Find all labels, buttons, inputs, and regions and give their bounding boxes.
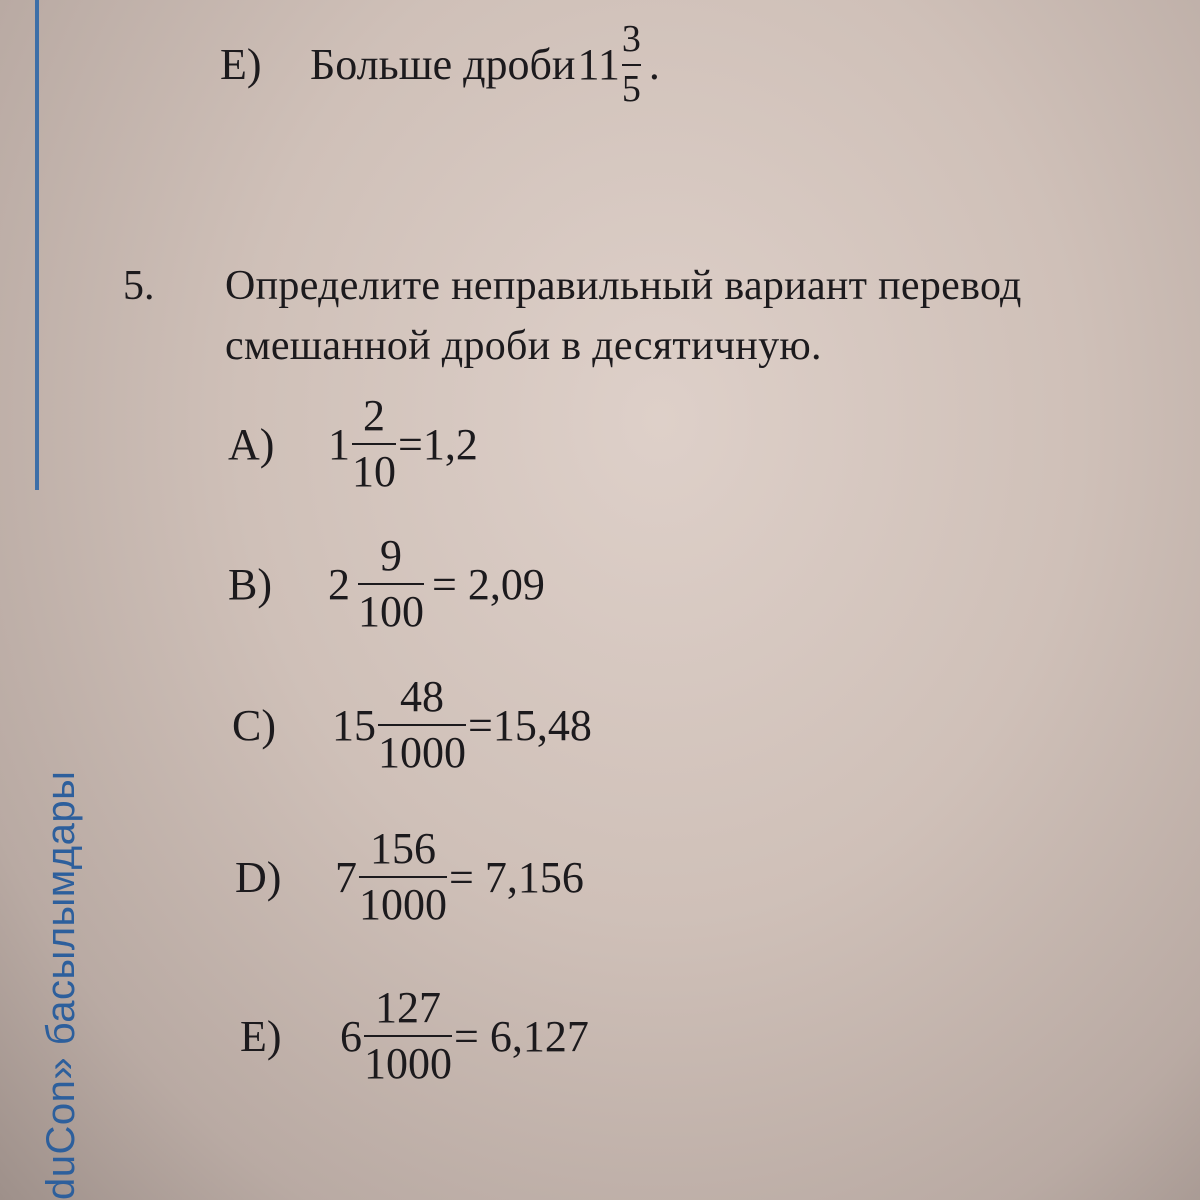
- decimal-result: = 2,09: [432, 559, 545, 609]
- fraction-numerator: 48: [400, 672, 444, 721]
- option-text: Больше дроби: [310, 40, 576, 90]
- option-label: E): [220, 40, 262, 90]
- option-a: [228, 393, 478, 495]
- option-label: A): [228, 419, 275, 469]
- fraction-whole: 15: [332, 700, 376, 750]
- fraction: [364, 985, 452, 1087]
- option-label: B): [228, 559, 272, 609]
- fraction-bar: [622, 64, 641, 66]
- margin-line: [35, 0, 39, 490]
- fraction-bar: [359, 876, 447, 878]
- fraction-denominator: 1000: [364, 1039, 452, 1089]
- fraction-whole: 7: [335, 852, 357, 902]
- decimal-result: =1,2: [398, 419, 478, 469]
- fraction-numerator: 2: [363, 391, 385, 440]
- fraction-denominator: 5: [621, 67, 641, 110]
- question-text-line-1: Определите неправильный вариант перевод: [225, 263, 1022, 309]
- question-number: 5.: [123, 263, 155, 309]
- decimal-result: = 6,127: [454, 1011, 589, 1061]
- question-text-line-2: смешанной дроби в десятичную.: [225, 323, 822, 369]
- fraction: [378, 674, 466, 776]
- decimal-result: = 7,156: [449, 852, 584, 902]
- option-label: D): [235, 852, 282, 902]
- option-e: [240, 985, 589, 1087]
- fraction-denominator: 10: [352, 447, 396, 497]
- fraction-bar: [358, 583, 424, 585]
- fraction-bar: [378, 724, 466, 726]
- fraction-denominator: 100: [358, 587, 424, 637]
- fraction-whole: 1: [328, 419, 350, 469]
- fraction-numerator: 9: [380, 531, 402, 580]
- fraction-whole: 2: [328, 559, 350, 609]
- fraction: [352, 393, 396, 495]
- fraction: [359, 826, 447, 928]
- fraction-whole: 6: [340, 1011, 362, 1061]
- publisher-side-text: duCon» басылымдары: [39, 770, 83, 1200]
- option-c: [232, 674, 592, 776]
- fraction: [358, 533, 424, 635]
- fraction-denominator: 1000: [378, 728, 466, 778]
- fraction-denominator: 1000: [359, 880, 447, 930]
- fraction-numerator: 127: [375, 983, 441, 1032]
- option-label: C): [232, 700, 276, 750]
- previous-question-option-e: [220, 20, 660, 110]
- sentence-end: .: [648, 40, 660, 90]
- fraction-numerator: 3: [621, 18, 641, 60]
- fraction-numerator: 156: [370, 824, 436, 873]
- option-label: E): [240, 1011, 282, 1061]
- fraction-bar: [364, 1035, 452, 1037]
- option-d: [235, 826, 584, 928]
- fraction-whole: 11: [577, 40, 620, 90]
- option-b: [228, 533, 545, 635]
- decimal-result: =15,48: [468, 700, 592, 750]
- fraction: [622, 20, 641, 110]
- fraction-bar: [352, 443, 396, 445]
